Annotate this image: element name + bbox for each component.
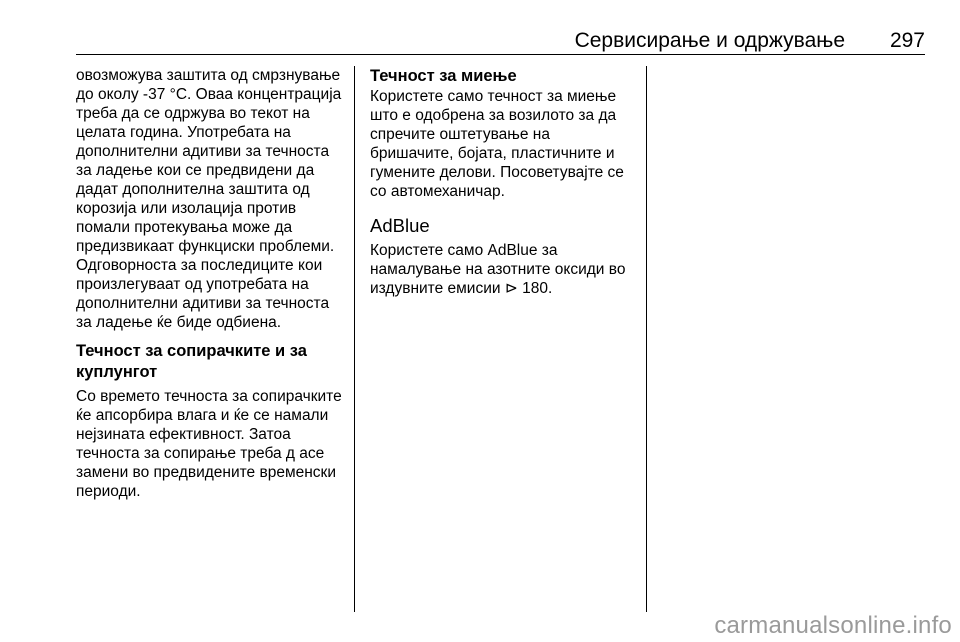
washer-fluid-paragraph: Користете само течност за миење што е одобрена за возилото за да спречите оштетување на бришачите, бојата, пластичните и гумените делови. Посоветувајте се со автомеханичар. (370, 88, 624, 200)
page-header (76, 28, 925, 54)
page-reference-arrow-icon[interactable]: ⊳ (504, 280, 518, 297)
adblue-text: Користете само AdBlue за намалување на азотните оксиди во издувните емисии (370, 242, 626, 297)
watermark: carmanualsonline.info (714, 612, 952, 639)
column-divider-left (354, 66, 355, 612)
header-rule (76, 54, 925, 55)
middle-column (370, 66, 636, 298)
adblue-paragraph (370, 241, 636, 298)
left-column (76, 66, 346, 501)
section-title: Сервисирање и одржување (574, 29, 845, 52)
page-reference-link[interactable]: 180. (522, 280, 553, 297)
brake-fluid-heading: Течност за сопирачките и за куплунгот (76, 342, 307, 381)
coolant-paragraph: овозможува заштита од смрзнување до околу -37 °C. Оваа концентрација треба да се одржува во текот на целата година. Употребата на дополнителни адитиви за течноста за ладење кои се предвидени да дадат дополнителна заштита од корозија или изолација против помали протекувања може да предизвикаат функциски проблеми. Одговорноста за последиците кои произлегуваат од употребата на дополнителни адитиви за течноста за ладење ќе биде одбиена. (76, 67, 342, 331)
adblue-heading: AdBlue (370, 215, 430, 236)
brake-fluid-paragraph: Со времето течноста за сопирачките ќе апсорбира влага и ќе се намали нејзината ефективност. Затоа течноста за сопирање треба д асе замени во предвидените временски периоди. (76, 388, 342, 500)
column-divider-right (646, 66, 647, 612)
page-number: 297 (889, 29, 925, 52)
washer-fluid-heading: Течност за миење (370, 67, 517, 85)
